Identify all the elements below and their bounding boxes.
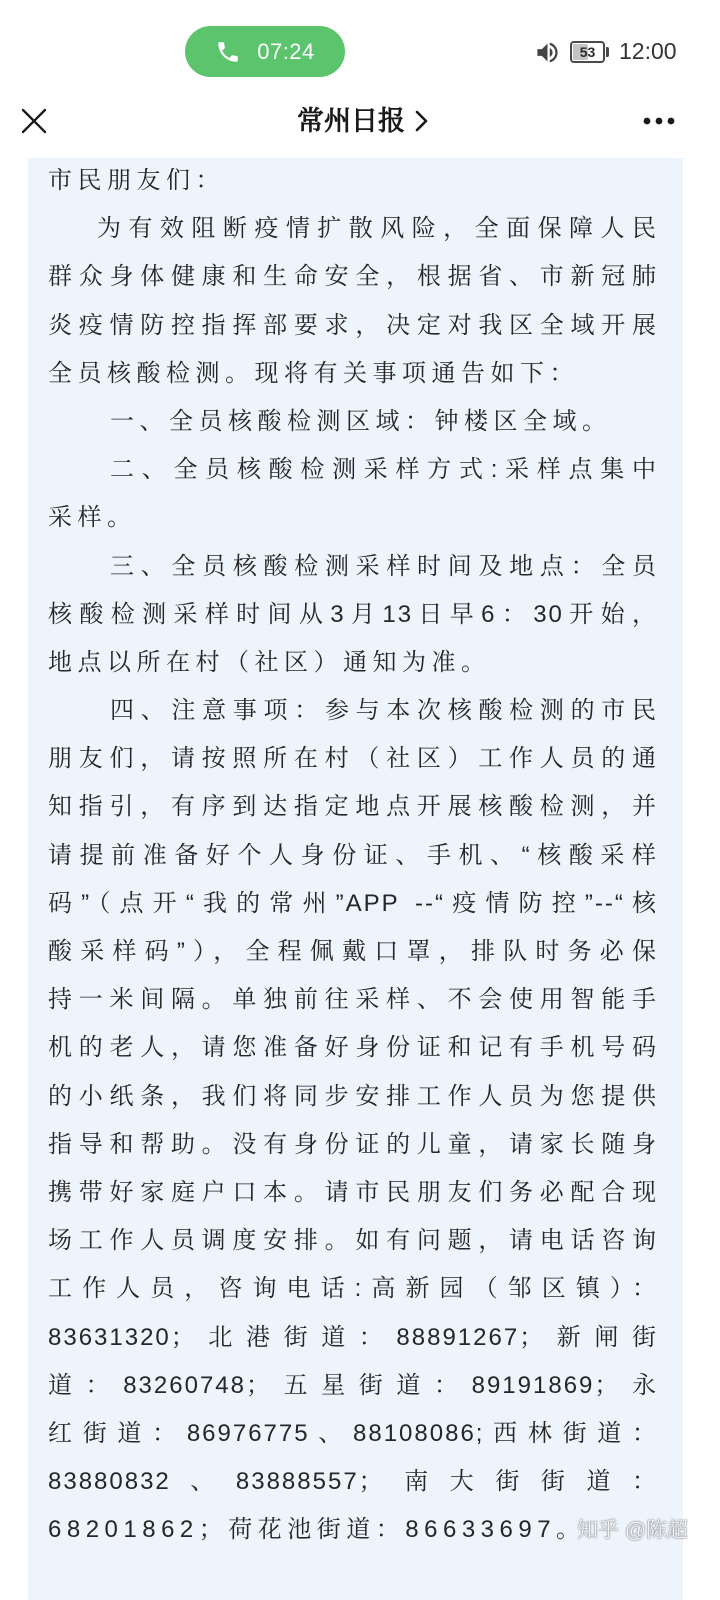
nav-bar bbox=[0, 100, 720, 158]
article-line: 知指引，有序到达指定地点开展核酸检测，并 bbox=[48, 793, 658, 821]
article-line: 朋友们，请按照所在村（社区）工作人员的通 bbox=[48, 745, 658, 773]
article-line: 持一米间隔。单独前往采样、不会使用智能手 bbox=[48, 986, 658, 1014]
battery-icon bbox=[570, 41, 605, 63]
account-title-link[interactable] bbox=[297, 103, 428, 139]
article-line: 酸采样码”），全程佩戴口罩，排队时务必保 bbox=[48, 938, 658, 965]
article-line: 四、注意事项：参与本次核酸检测的市民 bbox=[110, 697, 658, 725]
call-pill[interactable] bbox=[185, 26, 345, 77]
status-bar bbox=[0, 0, 720, 100]
phone-icon bbox=[215, 39, 241, 65]
article-line: 83631320；北港街道：88891267；新闸街 bbox=[48, 1323, 658, 1351]
article-line: 码”（点开“我的常州”APP --“疫情防控”--“核 bbox=[48, 889, 658, 917]
article-line: 二、全员核酸检测采样方式:采样点集中 bbox=[110, 456, 658, 484]
article-line: 机的老人，请您准备好身份证和记有手机号码 bbox=[48, 1034, 658, 1062]
article-line: 68201862；荷花池街道：86633697。 bbox=[48, 1516, 586, 1544]
article-line: 核酸检测采样时间从3月13日早6：30开始， bbox=[48, 600, 658, 628]
article-line: 的小纸条，我们将同步安排工作人员为您提供 bbox=[48, 1082, 658, 1110]
battery-nub bbox=[606, 47, 609, 57]
status-clock: 12:00 bbox=[619, 38, 677, 64]
article-line: 工作人员，咨询电话:高新园（邹区镇）： bbox=[48, 1275, 658, 1303]
chevron-right-icon bbox=[415, 110, 428, 132]
article-line: 市民朋友们： bbox=[48, 167, 225, 194]
battery-level: 53 bbox=[579, 44, 596, 60]
article-line: 采样。 bbox=[48, 504, 137, 532]
article-line: 场工作人员调度安排。如有问题，请电话咨询 bbox=[48, 1227, 658, 1255]
article-line: 请提前准备好个人身份证、手机、“核酸采样 bbox=[48, 841, 658, 869]
article-line: 炎疫情防控指挥部要求，决定对我区全域开展 bbox=[48, 311, 658, 339]
more-icon bbox=[640, 110, 678, 132]
article-body bbox=[48, 157, 658, 1554]
article-line: 一、全员核酸检测区域：钟楼区全域。 bbox=[110, 407, 612, 435]
article-line: 道：83260748；五星街道：89191869；永 bbox=[48, 1371, 658, 1399]
article-line: 全员核酸检测。现将有关事项通告如下： bbox=[48, 359, 579, 387]
article-line: 地点以所在村（社区）通知为准。 bbox=[48, 648, 491, 676]
watermark: 知乎 @陈超 bbox=[577, 1519, 689, 1542]
article-line: 红街道：86976775、88108086;西林街道： bbox=[48, 1419, 658, 1447]
page-title: 常州日报 bbox=[297, 106, 405, 136]
article-line: 指导和帮助。没有身份证的儿童，请家长随身 bbox=[48, 1130, 658, 1158]
article-line: 携带好家庭户口本。请市民朋友们务必配合现 bbox=[48, 1178, 658, 1206]
article-line: 为有效阻断疫情扩散风险，全面保障人民 bbox=[97, 215, 658, 243]
more-button[interactable] bbox=[640, 110, 678, 132]
volume-icon bbox=[534, 39, 561, 66]
article-line: 三、全员核酸检测采样时间及地点：全员 bbox=[110, 552, 658, 580]
close-icon bbox=[19, 106, 49, 136]
call-duration: 07:24 bbox=[257, 38, 315, 64]
article-line: 群众身体健康和生命安全，根据省、市新冠肺 bbox=[48, 263, 658, 291]
close-button[interactable] bbox=[19, 106, 49, 136]
article-line: 83880832、83888557；南大街街道： bbox=[48, 1468, 658, 1496]
